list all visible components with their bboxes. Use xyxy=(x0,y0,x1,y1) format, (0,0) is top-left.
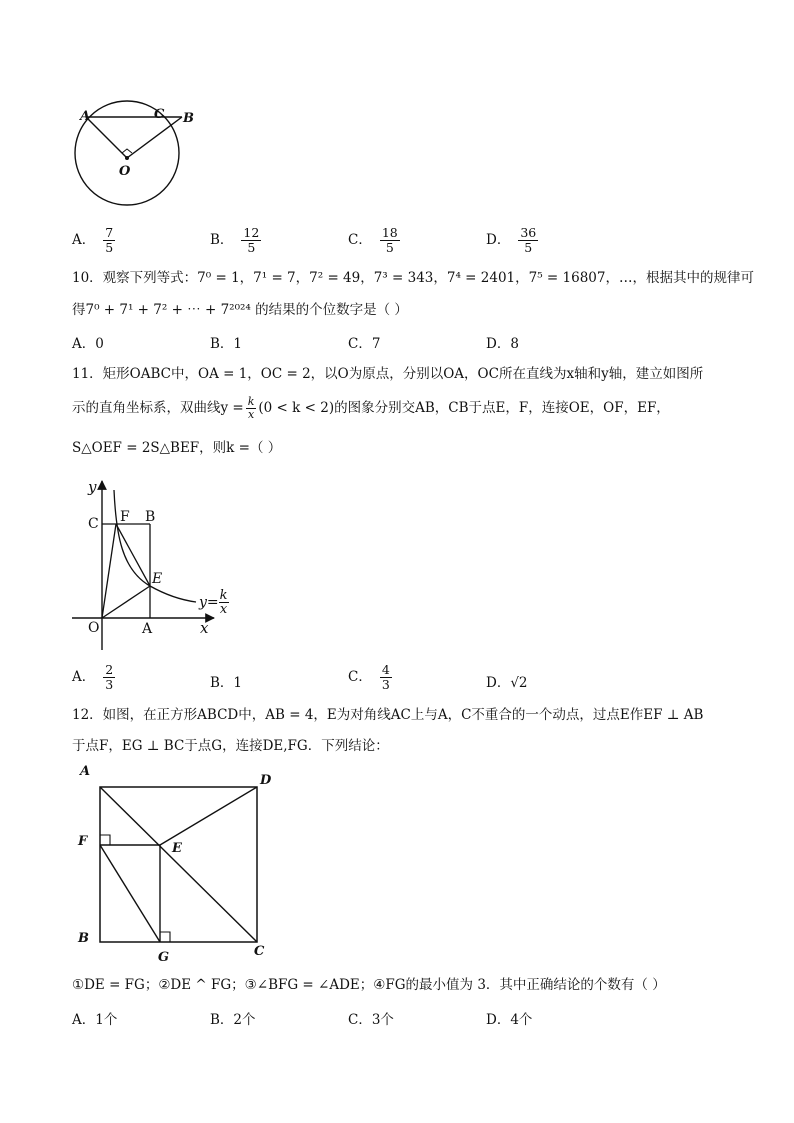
option-value: √2 xyxy=(510,675,528,691)
q9-option-c[interactable] xyxy=(348,226,400,255)
q11-line-2 xyxy=(72,396,670,421)
option-letter: C． xyxy=(348,232,372,248)
q12-line-1: 12．如图，在正方形ABCD中，AB = 4，E为对角线AC上与A，C不重合的一个动点，过点E作EF ⊥ AB xyxy=(72,707,704,723)
graph-label-f: F xyxy=(120,509,130,525)
label-c: C xyxy=(154,107,165,122)
square-label-a: A xyxy=(80,764,91,779)
denominator: x xyxy=(247,408,255,421)
denominator: 5 xyxy=(385,240,394,255)
graph-label-c: C xyxy=(88,516,99,532)
graph-label-y: y xyxy=(88,478,97,496)
segment-fg xyxy=(100,845,160,942)
q9-option-b[interactable] xyxy=(210,226,261,255)
q10-option-d[interactable]: D．8 xyxy=(486,336,519,352)
q11-option-c[interactable] xyxy=(348,663,392,692)
option-letter: A． xyxy=(72,232,96,248)
square-label-f: F xyxy=(78,834,88,849)
denominator: 5 xyxy=(105,240,114,255)
curve-denominator: x xyxy=(219,602,228,617)
denominator: 3 xyxy=(105,677,114,692)
right-angle-mark-f xyxy=(100,835,110,845)
numerator: 2 xyxy=(105,662,114,677)
numerator: 7 xyxy=(105,225,114,240)
option-letter: C． xyxy=(348,669,372,685)
graph-label-x: x xyxy=(200,619,209,637)
q11-line-2-end: (0 < k < 2)的图象分别交AB，CB于点E，F，连接OE，OF，EF， xyxy=(258,400,670,416)
numerator: 12 xyxy=(243,225,260,240)
square-label-b: B xyxy=(78,931,89,946)
segment-ob xyxy=(127,117,182,158)
q12-conclusions: ①DE = FG；②DE ^ FG；③∠BFG = ∠ADE；④FG的最小值为 3．其中正确结论的个数有（ ） xyxy=(72,977,666,993)
option-letter: B． xyxy=(210,675,234,691)
denominator: 5 xyxy=(247,240,256,255)
q11-line-1: 11．矩形OABC中，OA = 1，OC = 2，以O为原点，分别以OA，OC所在直线为x轴和y轴，建立如图所 xyxy=(72,366,704,382)
graph-label-e: E xyxy=(152,571,163,587)
curve-label-text: y= xyxy=(199,594,219,611)
q12-option-d[interactable]: D．4个 xyxy=(486,1012,533,1028)
q11-option-b[interactable] xyxy=(210,671,242,691)
option-letter: D． xyxy=(486,675,511,691)
label-a: A xyxy=(80,109,91,124)
q12-line-2: 于点F，EG ⊥ BC于点G，连接DE,FG．下列结论： xyxy=(72,738,389,754)
graph-label-o: O xyxy=(88,620,100,636)
right-angle-mark-g xyxy=(160,932,170,942)
diagonal-ac xyxy=(100,787,257,942)
graph-label-b: B xyxy=(145,509,156,525)
square-figure xyxy=(90,780,270,950)
square-label-g: G xyxy=(158,950,170,965)
numerator: 18 xyxy=(381,225,398,240)
q10-option-c[interactable]: C．7 xyxy=(348,336,381,352)
segment-oe xyxy=(102,586,150,618)
q11-option-d[interactable] xyxy=(486,671,528,691)
q11-option-a[interactable] xyxy=(72,663,115,692)
denominator: 5 xyxy=(524,240,533,255)
q9-option-a[interactable] xyxy=(72,226,115,255)
square-label-c: C xyxy=(254,944,265,959)
q11-line-2-start: 示的直角坐标系，双曲线y = xyxy=(72,400,244,416)
q12-option-a[interactable]: A．1个 xyxy=(72,1012,118,1028)
q10-option-a[interactable]: A．0 xyxy=(72,336,104,352)
segment-de xyxy=(160,787,257,845)
numerator: 36 xyxy=(520,225,537,240)
segment-ef xyxy=(116,524,150,586)
curve-numerator: k xyxy=(219,588,228,603)
q11-line-3: S△OEF = 2S△BEF，则k =（ ） xyxy=(72,440,282,456)
square-label-e: E xyxy=(172,841,182,856)
graph-label-a: A xyxy=(142,621,153,637)
label-o: O xyxy=(119,164,131,179)
option-letter: B． xyxy=(210,232,234,248)
curve-label xyxy=(199,589,229,616)
option-letter: D． xyxy=(486,232,511,248)
q10-line-2: 得7⁰ + 7¹ + 7² + ⋯ + 7²⁰²⁴ 的结果的个位数字是（ ） xyxy=(72,302,408,318)
label-b: B xyxy=(183,111,194,126)
option-letter: A． xyxy=(72,669,96,685)
q10-option-b[interactable]: B．1 xyxy=(210,336,243,352)
q10-line-1: 10．观察下列等式：7⁰ = 1，7¹ = 7，7² = 49，7³ = 343，7⁴ = 2401，7⁵ = 16807，…，根据其中的规律可 xyxy=(72,270,754,286)
denominator: 3 xyxy=(381,677,390,692)
segment-ao xyxy=(86,117,127,158)
q9-option-d[interactable] xyxy=(486,226,538,255)
option-value: 1 xyxy=(233,675,243,691)
segment-of xyxy=(102,524,116,618)
right-angle-mark xyxy=(122,149,132,153)
center-point xyxy=(125,156,129,160)
q12-option-b[interactable]: B．2个 xyxy=(210,1012,256,1028)
q12-option-c[interactable]: C．3个 xyxy=(348,1012,394,1028)
numerator: 4 xyxy=(381,662,390,677)
numerator: k xyxy=(247,395,255,408)
square-label-d: D xyxy=(260,773,272,788)
